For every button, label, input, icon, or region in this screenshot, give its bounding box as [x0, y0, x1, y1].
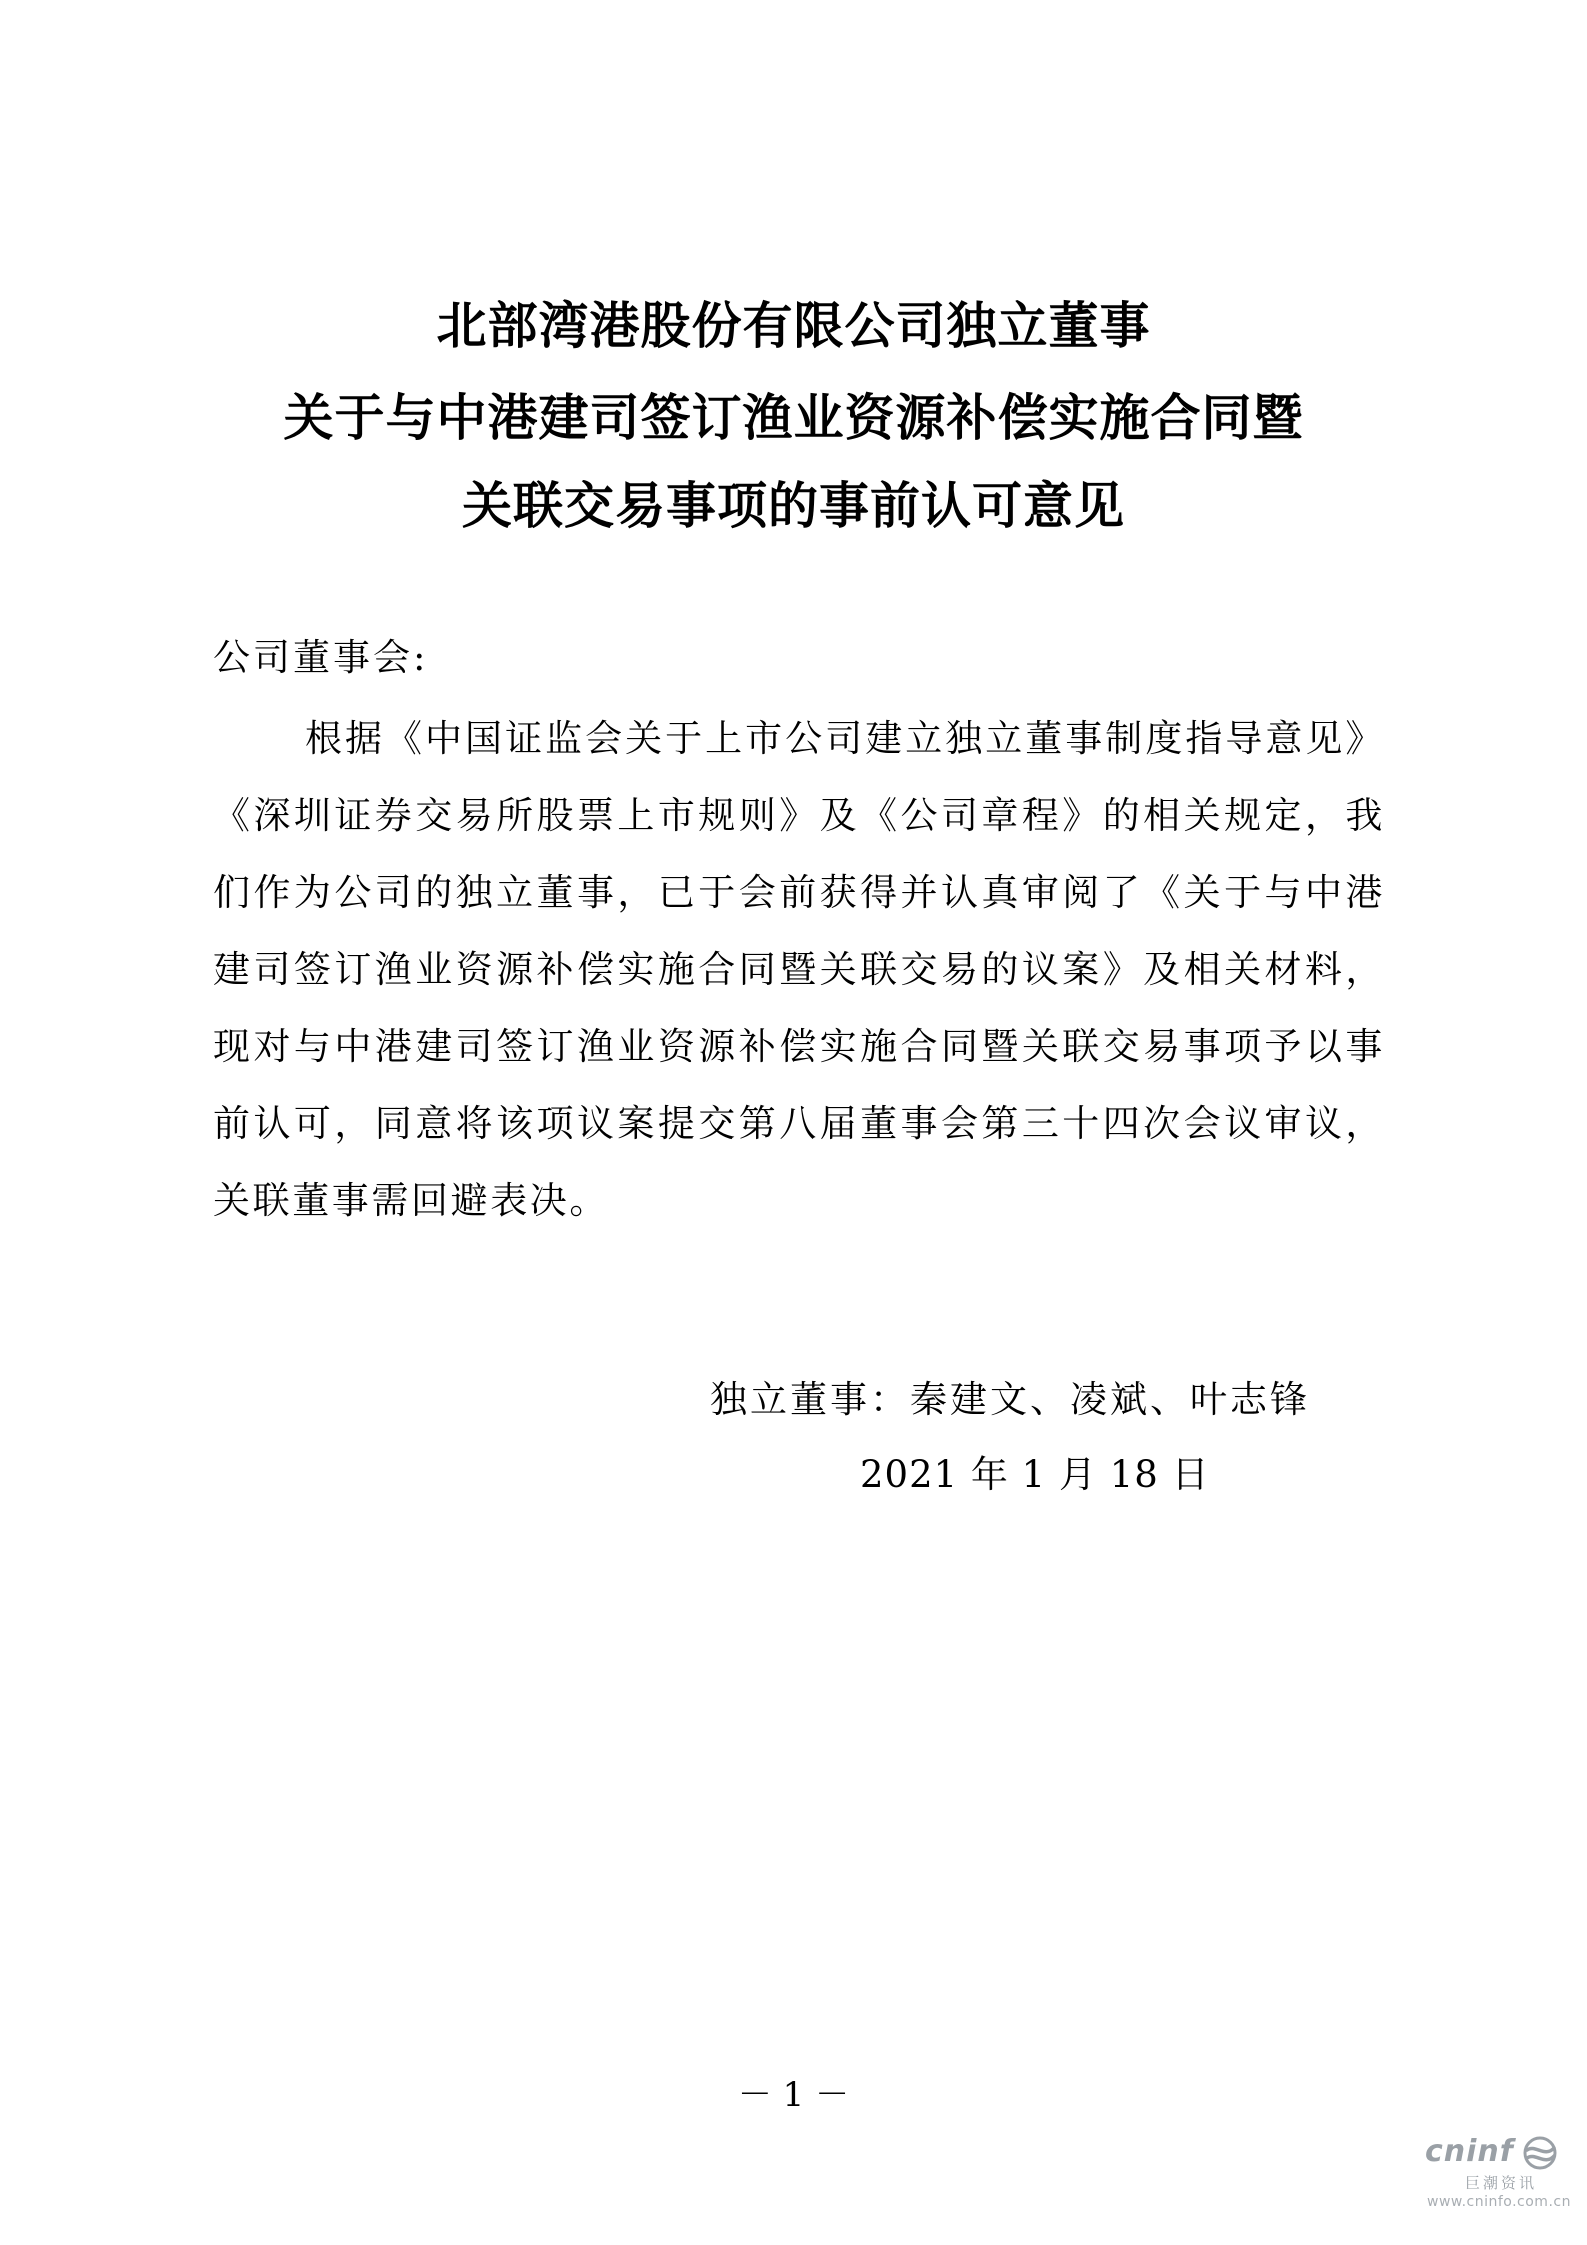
title-line-1: 北部湾港股份有限公司独立董事: [436, 296, 1151, 355]
cninfo-watermark: [1425, 2134, 1571, 2224]
title-line-2: 关于与中港建司签订渔业资源补偿实施合同暨: [283, 388, 1304, 447]
title-line-3: 关联交易事项的事前认可意见: [462, 476, 1125, 535]
cninfo-swoosh-icon: [1521, 2136, 1559, 2170]
watermark-logo-cn: 巨潮资讯: [1465, 2174, 1538, 2192]
body-paragraph: 根据《中国证监会关于上市公司建立独立董事制度指导意见》《深圳证券交易所股票上市规则》及《公司章程》的相关规定，我们作为公司的独立董事，已于会前获得并认真审阅了《关于与中港建司签订渔业资源补偿实施合同暨关联交易的议案》及相关材料，现对与中港建司签订渔业资源补偿实施合同暨关联交易事项予以事前认可，同意将该项议案提交第八届董事会第三十四次会议审议，关联董事需回避表决。: [213, 717, 1385, 1222]
page-number: － 1 －: [737, 2075, 850, 2115]
watermark-logo-text: cninf: [1425, 2134, 1514, 2169]
watermark-url: www.cninfo.com.cn: [1427, 2194, 1571, 2210]
signature-date: 2021 年 1 月 18 日: [860, 1453, 1210, 1496]
signature-line: 独立董事：秦建文、凌斌、叶志锋: [710, 1378, 1310, 1421]
salutation: 公司董事会:: [213, 636, 429, 679]
